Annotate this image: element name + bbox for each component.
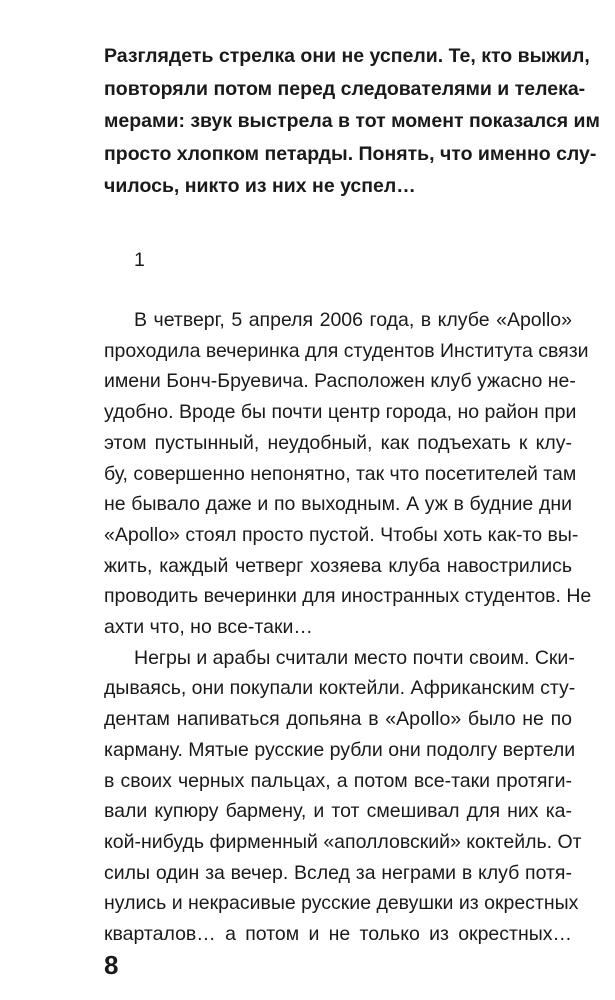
paragraph-line: удобно. Вроде бы почти центр города, но район при — [104, 401, 577, 424]
paragraph-line: силы один за вечер. Вслед за неграми в клуб потя- — [104, 861, 572, 884]
paragraph-line: Негры и арабы считали место почти своим. Ски- — [134, 646, 575, 669]
epigraph-line: просто хлопком петарды. Понять, что именно слу- — [104, 142, 597, 165]
paragraph-line: в своих черных пальцах, а потом все-таки протяги- — [104, 769, 572, 792]
paragraph-line: этом пустынный, неудобный, как подъехать к клу- — [104, 431, 572, 454]
paragraph — [104, 305, 592, 643]
paragraph-line: ахти что, но все-таки… — [104, 616, 313, 639]
epigraph-line: повторяли потом перед следователями и телека- — [104, 77, 586, 100]
paragraph-line: проводить вечеринки для иностранных студентов. Не — [104, 585, 592, 608]
paragraph-line: кой-нибудь фирменный «аполловский» коктейль. От — [104, 830, 582, 853]
epigraph-line: чилось, никто из них не успел… — [104, 175, 416, 198]
paragraph-line: имени Бонч-Бруевича. Расположен клуб ужасно не- — [104, 370, 576, 393]
paragraph-line: дентам напиваться допьяна в «Apollo» было не по — [104, 708, 572, 731]
paragraph — [104, 643, 582, 950]
epigraph — [104, 40, 600, 203]
paragraph-line: вали купюру бармену, и тот смешивал для них ка- — [104, 800, 572, 823]
paragraph-line: карману. Мятые русские рубли они подолгу вертели — [104, 738, 576, 761]
chapter-number: 1 — [134, 249, 145, 271]
epigraph-line: Разглядеть стрелка они не успели. Те, кто выжил, — [104, 45, 590, 67]
paragraph-line: бу, совершенно непонятно, так что посетителей там — [104, 462, 577, 485]
page-number: 8 — [104, 950, 119, 980]
paragraph-line: жить, каждый четверг хозяева клуба навострились — [104, 554, 572, 577]
paragraph-line: не бывало даже и по выходным. А уж в будние дни — [104, 493, 572, 516]
epigraph-line: мерами: звук выстрела в тот момент показался им — [104, 110, 600, 133]
paragraph-line: нулись и некрасивые русские девушки из окрестных — [104, 892, 579, 915]
paragraph-line: проходила вечеринка для студентов Института связи — [104, 339, 589, 362]
chapter-body — [104, 305, 592, 950]
paragraph-line: кварталов… а потом и не только из окрестных… — [104, 923, 572, 946]
paragraph-line: дываясь, они покупали коктейли. Африканским сту- — [104, 677, 576, 700]
paragraph-line: «Apollo» стоял просто пустой. Чтобы хоть как-то вы- — [104, 523, 579, 546]
paragraph-line: В четверг, 5 апреля 2006 года, в клубе «Apollo» — [134, 309, 572, 331]
